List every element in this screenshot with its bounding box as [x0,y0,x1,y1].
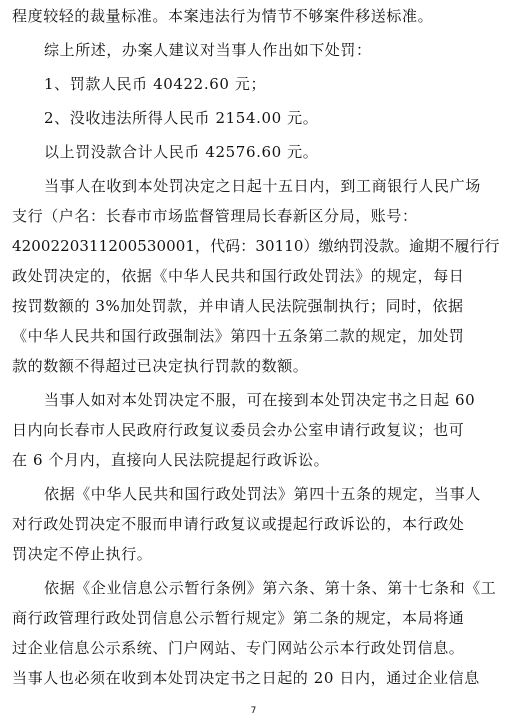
text-line: 罚决定不停止执行。 [12,545,153,563]
text-line: 依据《中华人民共和国行政处罚法》第四十五条的规定，当事人 [44,485,481,503]
text-line: 当事人如对本处罚决定不服，可在接到本处罚决定书之日起 60 [44,391,476,409]
text-line: 依据《企业信息公示暂行条例》第六条、第十条、第十七条和《工 [44,579,497,597]
text-line: 款的数额不得超过已决定执行罚款的数额。 [12,357,309,375]
text-line: 1、罚款人民币 40422.60 元； [44,75,267,93]
text-line: 综上所述，办案人建议对当事人作出如下处罚： [44,41,372,59]
text-line: 4200220311200530001，代码：30110）缴纳罚没款。逾期不履行行 [12,237,500,255]
text-line: 在 6 个月内，直接向人民法院提起行政诉讼。 [12,451,330,469]
text-line: 日内向长春市人民政府行政复议委员会办公室申请行政复议；也可 [12,421,465,439]
text-line: 2、没收违法所得人民币 2154.00 元。 [44,109,319,127]
text-line: 程度较轻的裁量标准。本案违法行为情节不够案件移送标准。 [12,7,434,25]
text-line: 《中华人民共和国行政强制法》第四十五条第二款的规定，加处罚 [12,327,465,345]
text-line: 支行（户名：长春市市场监督管理局长春新区分局，账号： [12,207,418,225]
text-line: 当事人在收到本处罚决定之日起十五日内，到工商银行人民广场 [44,177,481,195]
text-line: 以上罚没款合计人民币 42576.60 元。 [44,143,319,161]
text-line: 当事人也必须在收到本处罚决定书之日起的 20 日内，通过企业信息 [12,669,480,687]
text-line: 过企业信息公示系统、门户网站、专门网站公示本行政处罚信息。 [12,639,465,657]
text-line: 政处罚决定的，依据《中华人民共和国行政处罚法》的规定，每日 [12,267,465,285]
page-number: 7 [250,706,257,716]
text-line: 按罚数额的 3%加处罚款，并申请人民法院强制执行；同时，依据 [12,297,464,315]
text-line: 商行政管理行政处罚信息公示暂行规定》第二条的规定，本局将通 [12,609,465,627]
text-line: 对行政处罚决定不服而申请行政复议或提起行政诉讼的，本行政处 [12,515,465,533]
